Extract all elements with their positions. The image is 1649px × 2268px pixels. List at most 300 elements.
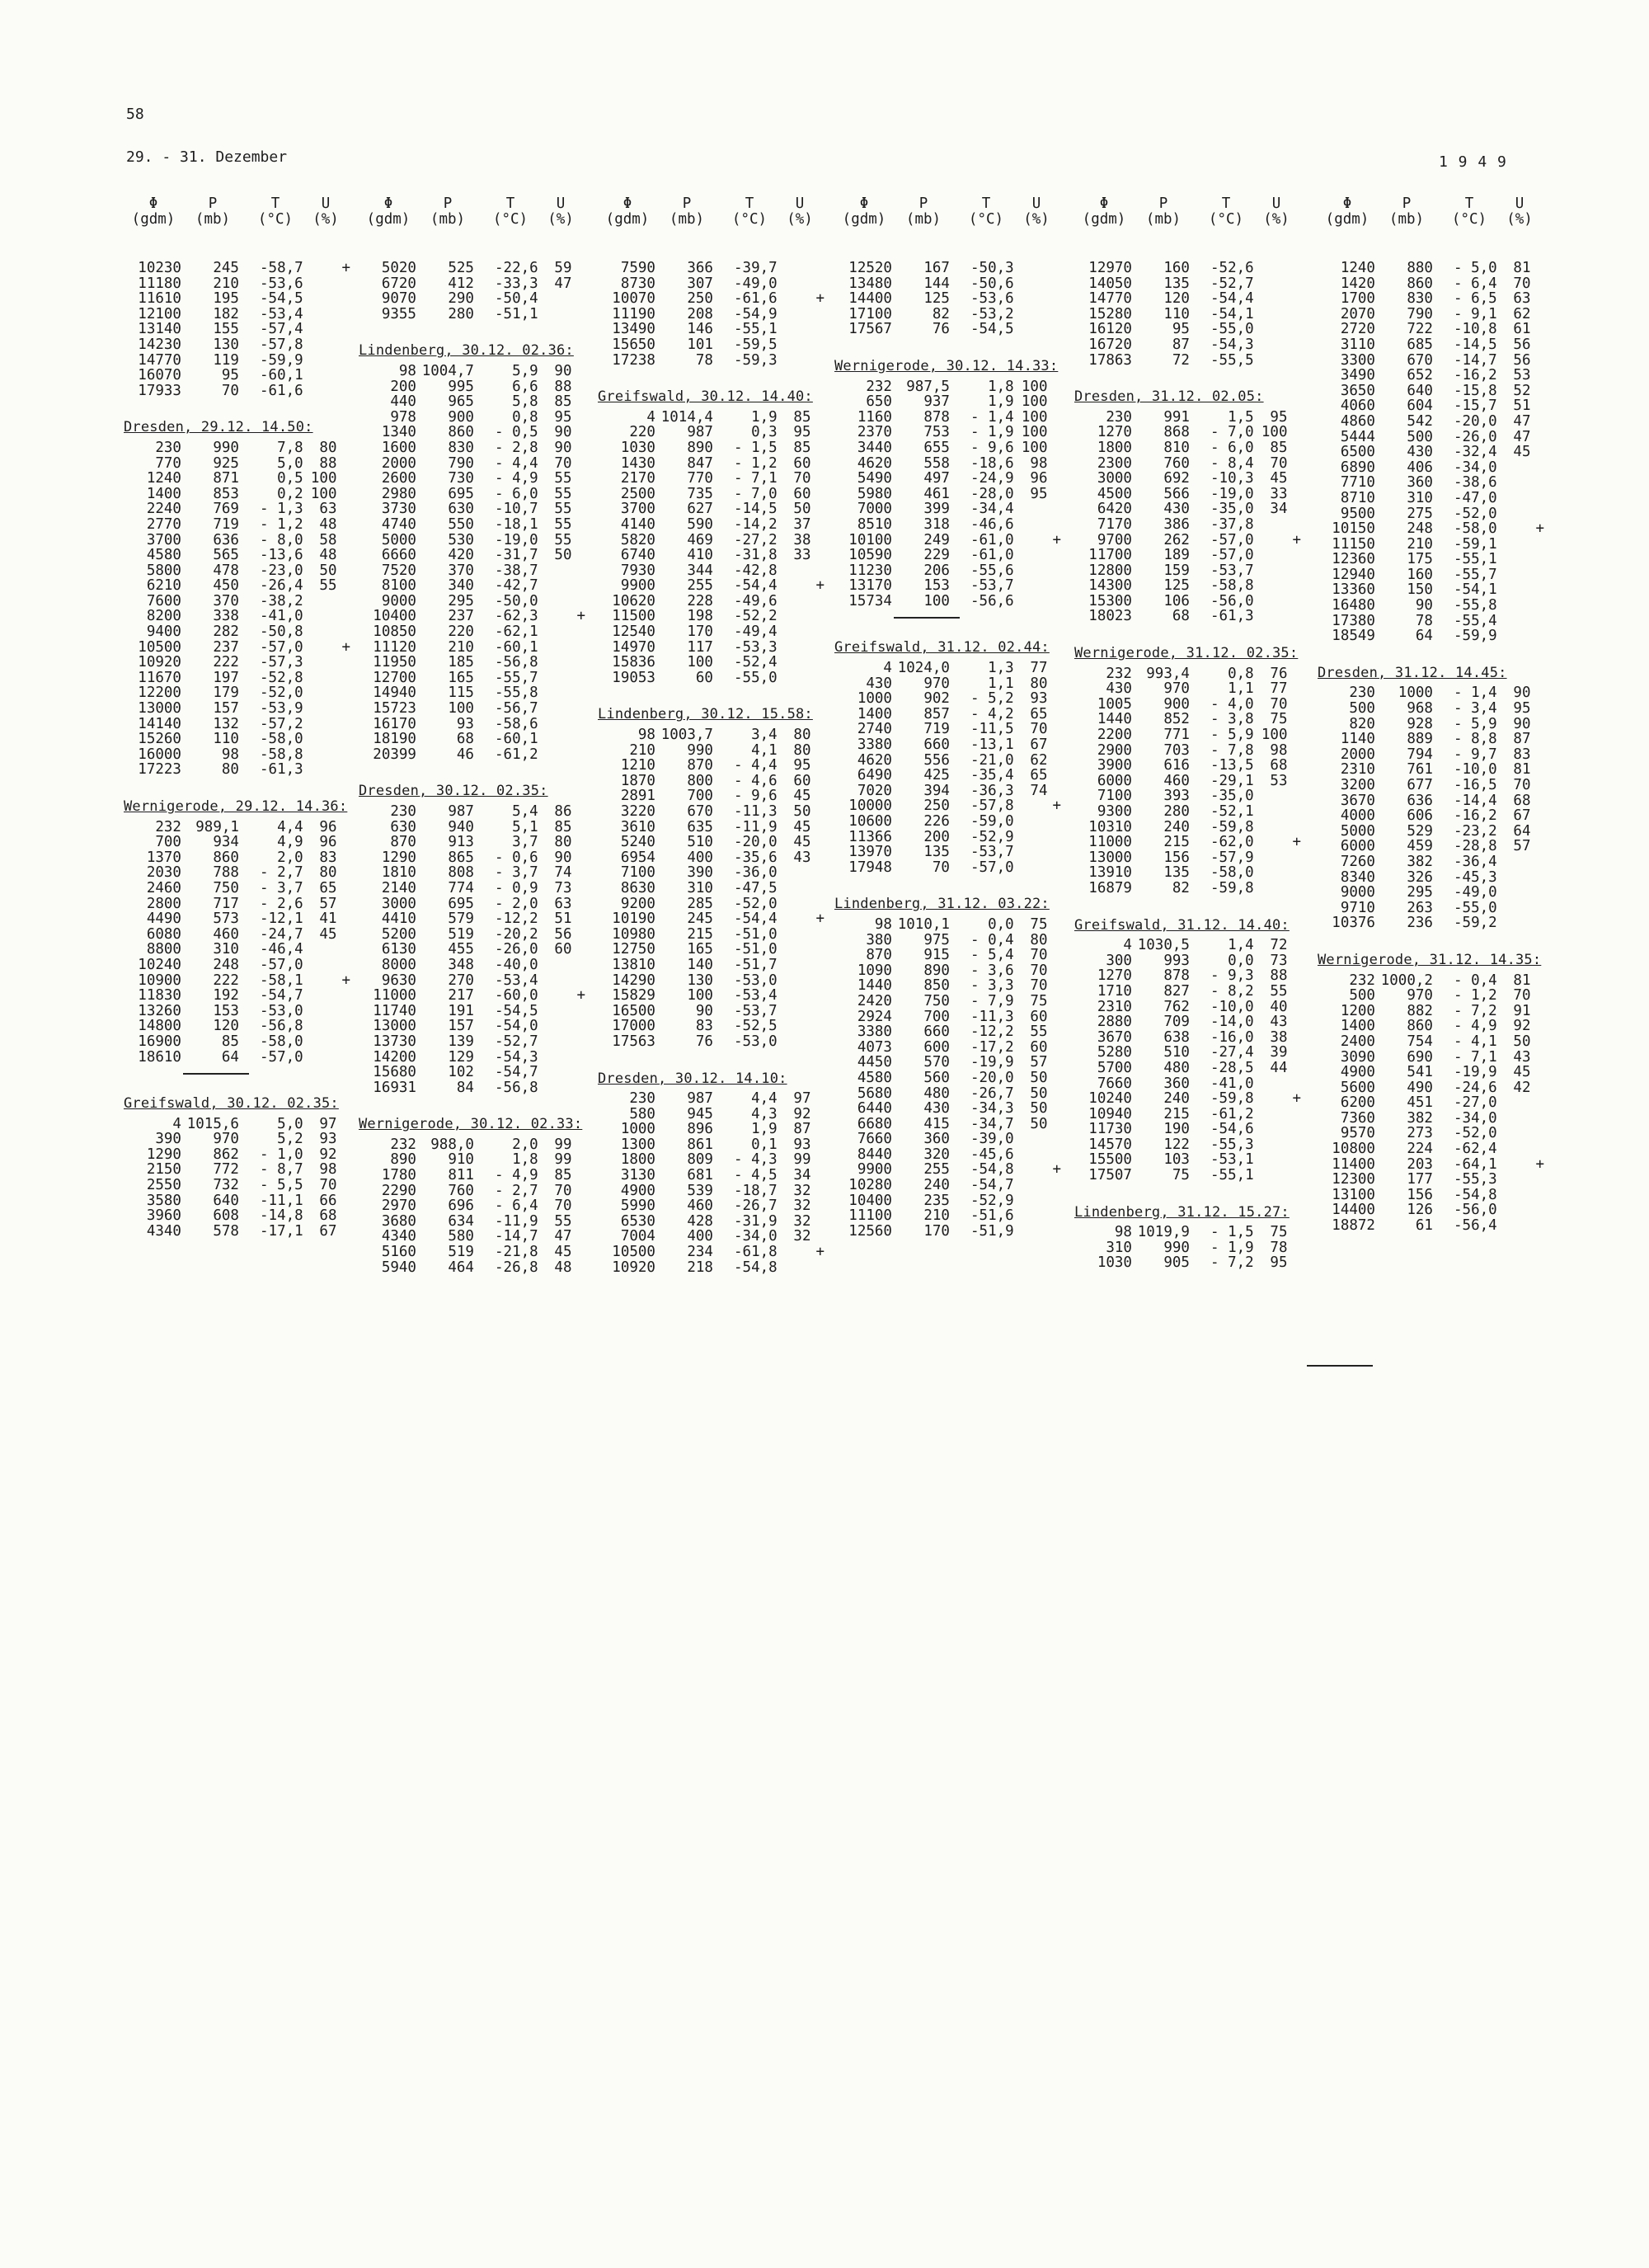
humidity-cell: 93 [1030,690,1048,708]
marker-cell [572,701,592,717]
table-row [1074,1122,1307,1137]
table-row [1074,307,1307,322]
pressure-cell: 250 [923,798,950,815]
humidity-cell [1497,521,1531,537]
humidity-cell [778,353,811,369]
humidity-cell: 55 [554,1212,572,1230]
marker-cell [1048,1147,1068,1163]
height-cell: 16120 [1088,321,1132,338]
height-cell: 10376 [1332,915,1375,932]
pressure-cell: 144 [923,275,950,292]
marker-cell [572,927,592,943]
marker-cell [572,655,592,671]
temperature-cell: -52,7 [1210,275,1254,292]
height-cell: 14400 [848,290,892,308]
marker-cell [337,471,357,487]
temperature-cell: -54,8 [1454,1186,1497,1203]
table-row [1318,973,1550,989]
separator-rule [894,617,960,619]
height-cell: 15680 [373,1064,416,1081]
humidity-cell: 70 [1270,454,1288,472]
temperature-cell: 4,3 [751,1105,778,1122]
temperature-cell: -58,8 [260,746,303,763]
humidity-cell: 70 [319,1177,337,1194]
table-row [1318,291,1550,307]
height-cell: 1400 [146,485,181,502]
height-cell: 17223 [138,761,181,779]
table-row [834,322,1067,337]
height-cell: 3380 [857,1023,892,1041]
table-row [834,578,1067,594]
height-cell: 10920 [612,1259,655,1276]
height-cell: 820 [1349,715,1375,732]
humidity-cell: 33 [793,547,811,564]
header-t: T [745,195,754,212]
pressure-cell: 988,0 [430,1136,474,1153]
temperature-cell: -34,0 [734,1228,778,1245]
height-cell: 13100 [1332,1186,1375,1203]
table-row [1318,839,1550,854]
table-row [124,1019,356,1034]
table-row [1318,701,1550,717]
humidity-cell [778,640,811,656]
temperature-cell: -35,0 [1210,788,1254,805]
pressure-cell: 82 [932,305,950,322]
humidity-cell: 73 [1270,952,1288,969]
humidity-cell [538,732,572,747]
height-cell: 232 [1349,972,1375,989]
marker-cell [337,487,357,502]
marker-cell [572,1168,592,1183]
humidity-cell: 56 [554,925,572,943]
marker-cell [572,517,592,533]
table-row [1318,475,1550,491]
temperature-cell: - 3,3 [970,977,1014,995]
humidity-cell: 92 [1513,1018,1531,1035]
table-row [1318,1141,1550,1157]
table-row [598,896,830,912]
marker-cell [572,881,592,896]
height-cell: 17100 [848,305,892,322]
temperature-cell: -24,6 [1454,1079,1497,1096]
pressure-cell: 60 [695,669,713,686]
pressure-cell: 685 [1407,336,1433,353]
table-row [834,394,1067,410]
marker-cell [1531,614,1551,629]
height-cell: 5280 [1097,1044,1132,1061]
pressure-cell: 82 [1172,879,1190,896]
marker-cell [1531,1111,1551,1127]
pressure-cell: 80 [221,761,239,779]
humidity-cell [1254,1152,1288,1168]
table-row [598,456,830,472]
humidity-cell [303,762,337,778]
humidity-cell [1014,1224,1048,1240]
height-cell: 1140 [1340,731,1375,748]
height-cell: 10000 [848,798,892,815]
height-cell: 12970 [1088,260,1132,276]
humidity-cell [303,685,337,701]
marker-cell [1531,414,1551,430]
height-cell: 14770 [138,351,181,369]
table-row [1074,261,1307,276]
marker-cell [1288,1076,1308,1092]
table-row [834,676,1067,692]
pressure-cell: 570 [923,1054,950,1071]
humidity-cell: 80 [554,834,572,851]
table-row [124,732,356,747]
marker-cell [1531,1202,1551,1218]
marker-cell [1531,973,1551,989]
temperature-cell: 0,3 [751,424,778,441]
temperature-cell: - 3,6 [970,962,1014,979]
height-cell: 11190 [612,305,655,322]
height-cell: 4740 [381,515,416,533]
height-cell: 7600 [146,592,181,609]
marker-cell [337,456,357,472]
temperature-cell: -49,6 [734,592,778,609]
marker-cell [1048,1117,1068,1132]
humidity-cell: 88 [1270,967,1288,985]
humidity-cell [303,307,337,322]
height-cell: 13260 [138,1002,181,1019]
marker-cell [811,425,831,440]
header-phi: Φ [1342,195,1352,212]
temperature-cell: -55,7 [495,669,538,686]
pressure-cell: 853 [213,485,239,502]
height-cell: 98 [637,727,655,744]
pressure-cell: 262 [1163,531,1190,548]
height-cell: 6420 [1097,501,1132,518]
height-cell: 16070 [138,367,181,384]
table-row [124,1034,356,1050]
temperature-cell: -42,7 [495,577,538,595]
temperature-cell: -51,9 [970,1222,1014,1240]
humidity-cell [778,655,811,671]
temperature-cell: -50,6 [970,275,1014,292]
table-row [598,820,830,835]
header-phi-unit: (gdm) [1325,210,1369,228]
table-row [598,835,830,850]
table-row [834,1070,1067,1086]
temperature-cell: -10,0 [1454,761,1497,779]
table-row [834,594,1067,609]
height-cell: 870 [390,834,416,851]
humidity-cell [778,1019,811,1034]
temperature-cell: -58,1 [260,972,303,989]
marker-cell [1531,537,1551,553]
temperature-cell: -51,7 [734,956,778,973]
humidity-cell: 51 [1513,398,1531,415]
pressure-cell: 970 [1163,680,1190,698]
humidity-cell: 70 [1030,977,1048,995]
marker-cell [337,881,357,896]
humidity-cell: 51 [554,910,572,928]
marker-cell [1288,804,1308,820]
marker-cell [811,655,831,671]
table-row [124,1117,356,1132]
height-cell: 2770 [146,515,181,533]
pressure-cell: 75 [1172,1167,1190,1184]
pressure-cell: 902 [923,690,950,708]
height-cell: 17948 [848,859,892,876]
humidity-cell: 53 [1513,367,1531,384]
height-cell: 4900 [1340,1064,1375,1081]
pressure-cell: 630 [448,501,474,518]
header-u: U [1515,195,1525,212]
temperature-cell: - 5,2 [970,690,1014,708]
marker-cell [811,563,831,579]
marker-cell [1048,1178,1068,1193]
height-cell: 5000 [381,531,416,548]
height-cell: 890 [390,1151,416,1169]
pressure-cell: 125 [1163,577,1190,595]
humidity-cell [1254,1107,1288,1122]
humidity-cell: 98 [1030,454,1048,472]
pressure-cell: 122 [1163,1136,1190,1153]
table-row [1074,697,1307,713]
marker-cell: + [815,290,825,308]
table-row [834,307,1067,322]
pressure-cell: 240 [923,1177,950,1194]
height-cell: 4340 [381,1228,416,1245]
temperature-cell: 1,9 [751,408,778,426]
humidity-cell [1014,594,1048,609]
temperature-cell: 6,6 [512,378,538,395]
humidity-cell: 65 [1030,705,1048,722]
humidity-cell [778,563,811,579]
humidity-cell [778,881,811,896]
pressure-cell: 210 [1407,535,1433,553]
sounding-title: Lindenberg, 31.12. 03.22: [834,896,1050,913]
pressure-cell: 120 [1163,290,1190,308]
pressure-cell: 406 [1407,459,1433,476]
height-cell: 17567 [848,321,892,338]
height-cell: 4580 [146,547,181,564]
header-t: T [1464,195,1474,212]
marker-cell [1048,994,1068,1009]
height-cell: 3000 [381,895,416,912]
temperature-cell: 5,1 [512,818,538,835]
table-row [1074,410,1307,426]
table-row [1074,609,1307,624]
header-p-unit: (mb) [1145,210,1182,228]
humidity-cell: 56 [1513,351,1531,369]
marker-cell [1048,1009,1068,1025]
humidity-cell: 55 [554,515,572,533]
height-cell: 9000 [1340,884,1375,901]
pressure-cell: 197 [213,669,239,686]
height-cell: 4580 [857,1069,892,1086]
height-cell: 4140 [620,515,655,533]
humidity-cell: 45 [1270,470,1288,487]
humidity-cell: 92 [319,1146,337,1163]
temperature-cell: -21,8 [495,1244,538,1261]
height-cell: 3490 [1340,367,1375,384]
height-cell: 13000 [138,700,181,718]
height-cell: 15836 [612,654,655,671]
temperature-cell: -14,8 [260,1207,303,1225]
table-row [1318,1019,1550,1034]
humidity-cell [303,261,337,276]
pressure-cell: 913 [448,834,474,851]
pressure-cell: 270 [448,972,474,989]
table-row [359,896,591,912]
marker-cell [1048,517,1068,533]
temperature-cell: - 1,4 [1454,685,1497,702]
temperature-cell: -53,9 [260,700,303,718]
temperature-cell: -11,3 [734,803,778,820]
column-header-units [124,212,356,228]
table-row [124,609,356,624]
height-cell: 7930 [620,562,655,579]
humidity-cell [1497,628,1531,644]
humidity-cell: 90 [1513,685,1531,702]
humidity-cell [778,927,811,943]
temperature-cell: 0,8 [1228,665,1254,682]
pressure-cell: 344 [687,562,713,579]
table-row [598,850,830,866]
humidity-cell [303,322,337,337]
height-cell: 3670 [1340,792,1375,809]
temperature-cell: 2,0 [277,849,303,866]
marker-cell [811,1137,831,1153]
humidity-cell [303,671,337,686]
height-cell: 3700 [620,501,655,518]
marker-cell: + [1292,1090,1302,1108]
marker-cell [1048,722,1068,737]
humidity-cell: 58 [319,531,337,548]
table-row [124,548,356,563]
pressure-cell: 126 [1407,1202,1433,1219]
humidity-cell [1014,814,1048,830]
pressure-cell: 878 [923,408,950,426]
sounding-title: Greifswald, 30.12. 02.35: [124,1095,339,1113]
pressure-cell: 878 [1163,967,1190,985]
height-cell: 8730 [620,275,655,292]
pressure-cell: 399 [923,501,950,518]
marker-cell [1048,963,1068,979]
marker-cell [1048,1024,1068,1040]
temperature-cell: 4,4 [277,818,303,835]
table-row [834,456,1067,472]
temperature-cell: - 3,8 [1210,711,1254,728]
humidity-cell: 67 [1030,736,1048,754]
height-cell: 2150 [146,1161,181,1179]
temperature-cell: -52,9 [970,1192,1014,1209]
marker-cell [1048,1040,1068,1056]
temperature-cell: -58,8 [1210,577,1254,595]
table-row [834,978,1067,994]
temperature-cell: - 3,4 [1454,700,1497,718]
sounding-block [124,420,356,778]
pressure-cell: 255 [923,1161,950,1179]
humidity-cell [303,594,337,609]
temperature-cell: -58,7 [260,260,303,276]
marker-cell [1531,747,1551,763]
humidity-cell: 85 [554,393,572,411]
height-cell: 14230 [138,336,181,353]
year: 1 9 4 9 [1439,153,1507,171]
sounding-title: Greifswald, 31.12. 14.40: [1074,916,1290,934]
height-cell: 17238 [612,351,655,369]
humidity-cell: 100 [310,485,337,502]
table-row [598,594,830,609]
column-header-symbols [598,196,830,212]
height-cell: 3220 [620,803,655,820]
table-row [359,1080,591,1096]
temperature-cell: -14,5 [1454,336,1497,353]
temperature-cell: - 7,9 [970,992,1014,1009]
humidity-cell [1014,548,1048,563]
humidity-cell: 53 [1270,772,1288,789]
table-row [834,410,1067,426]
marker-cell [1048,594,1068,609]
header-t: T [505,195,515,212]
pressure-cell: 120 [213,1018,239,1035]
marker-cell [1531,732,1551,747]
humidity-cell [778,942,811,958]
temperature-cell: - 4,1 [1454,1033,1497,1050]
marker-cell [1531,475,1551,491]
header-t-unit: (°C) [1451,210,1487,228]
humidity-cell [1014,261,1048,276]
temperature-cell: - 9,1 [1454,305,1497,322]
table-row [124,471,356,487]
temperature-cell: -26,0 [1454,428,1497,445]
height-cell: 10850 [373,623,416,641]
height-cell: 2500 [620,485,655,502]
temperature-cell: -51,6 [970,1207,1014,1225]
pressure-cell: 640 [213,1192,239,1209]
table-row [1318,537,1550,553]
pressure-cell: 1000 [1398,685,1433,702]
data-column-3 [598,196,830,1296]
marker-cell [811,1107,831,1122]
height-cell: 11150 [1332,535,1375,553]
table-row [1074,353,1307,369]
humidity-cell [778,322,811,337]
pressure-cell: 990 [1163,1239,1190,1256]
table-row [359,835,591,850]
pressure-cell: 84 [456,1079,474,1096]
data-column-6 [1318,196,1550,1255]
table-row [834,1117,1067,1132]
humidity-cell: 47 [554,1228,572,1245]
humidity-cell [1254,1122,1288,1137]
humidity-cell: 85 [554,818,572,835]
table-row [124,487,356,502]
humidity-cell: 32 [793,1182,811,1199]
humidity-cell [303,337,337,353]
height-cell: 1200 [1340,1002,1375,1019]
humidity-cell: 48 [554,1259,572,1276]
data-column-2 [359,196,591,1296]
temperature-cell: - 7,8 [1210,741,1254,759]
height-cell: 10100 [848,531,892,548]
humidity-cell: 95 [793,757,811,774]
temperature-cell: - 1,4 [970,408,1014,426]
pressure-cell: 865 [448,849,474,866]
marker-cell [1531,1095,1551,1111]
sounding-title: Greifswald, 31.12. 02.44: [834,639,1050,656]
humidity-cell: 67 [1513,807,1531,825]
marker-cell [811,988,831,1004]
height-cell: 6200 [1340,1094,1375,1112]
marker-cell [1288,578,1308,594]
marker-cell [1288,609,1308,624]
humidity-cell: 74 [1030,782,1048,799]
